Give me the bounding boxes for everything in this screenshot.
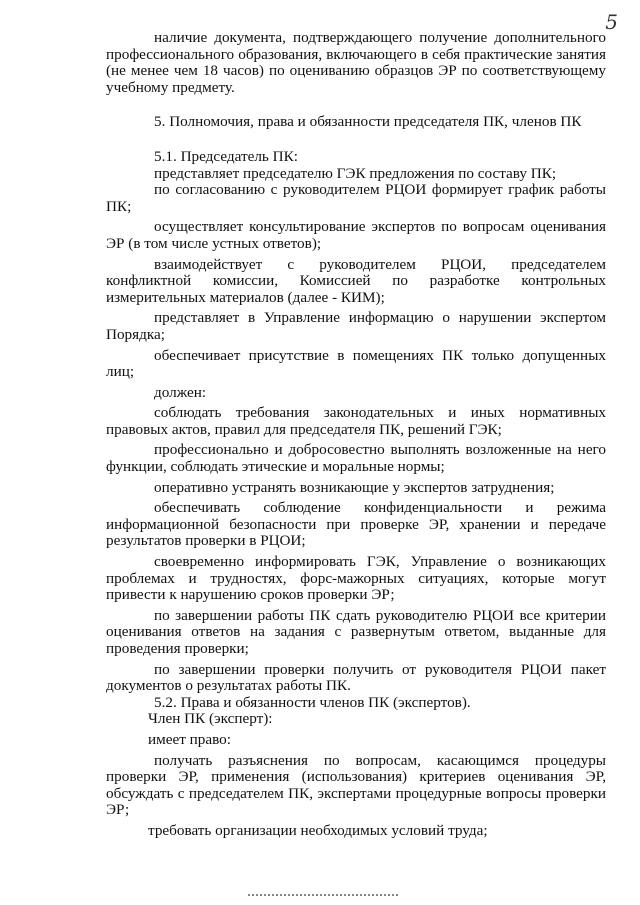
paragraph: обеспечивает присутствие в помещениях ПК только допущенных лиц;	[106, 346, 606, 381]
subsection-heading: 5.2. Права и обязанности членов ПК (экспертов).	[154, 693, 471, 711]
paragraph: взаимодействует с руководителем РЦОИ, председателем конфликтной комиссии, Комиссией по разработке контрольных измерительных материалов (далее - КИМ);	[106, 255, 606, 306]
section-heading: 5. Полномочия, права и обязанности председателя ПК, членов ПК	[154, 113, 582, 131]
paragraph: по завершении работы ПК сдать руководителю РЦОИ все критерии оценивания ответов на задания с развернутым ответом, выданные для проведения проверки;	[106, 606, 606, 657]
paragraph: осуществляет консультирование экспертов по вопросам оценивания ЭР (в том числе устных ответов);	[106, 218, 606, 252]
paragraph: по согласованию с руководителем РЦОИ формирует график работы ПК;	[106, 181, 606, 215]
paragraph: по завершении проверки получить от руководителя РЦОИ пакет документов о результатах работы ПК.	[106, 660, 606, 695]
paragraph: наличие документа, подтверждающего получение дополнительного профессионального образования, включающего в себя практические занятия (не менее чем 18 часов) по оцениванию образцов ЭР по соответствующему учебному предмету.	[106, 29, 606, 96]
paragraph: получать разъяснения по вопросам, касающимся процедуры проверки ЭР, применения (использования) критериев оценивания ЭР, обсуждать с председателем ПК, экспертами процедурные вопросы проверки ЭР;	[106, 751, 606, 819]
subsection-heading: 5.1. Председатель ПК:	[154, 147, 298, 165]
paragraph: обеспечивать соблюдение конфиденциальности и режима информационной безопасности при проверке ЭР, хранении и передаче результатов проверки в РЦОИ;	[106, 499, 606, 550]
paragraph: Член ПК (эксперт):	[148, 710, 273, 728]
paragraph: профессионально и добросовестно выполнять возложенные на него функции, соблюдать этические и моральные нормы;	[106, 441, 606, 476]
page-number: 5	[605, 10, 618, 34]
paragraph: оперативно устранять возникающие у экспертов затруднения;	[154, 478, 555, 496]
paragraph: представляет председателю ГЭК предложения по составу ПК;	[154, 164, 557, 182]
paragraph: требовать организации необходимых условий труда;	[148, 821, 488, 839]
scan-artifact-divider	[248, 894, 398, 902]
paragraph: имеет право:	[148, 730, 231, 748]
paragraph: представляет в Управление информацию о нарушении экспертом Порядка;	[106, 309, 606, 343]
paragraph: своевременно информировать ГЭК, Управление о возникающих проблемах и трудностях, форс-мажорных ситуациях, которые могут привести к нарушению сроков проверки ЭР;	[106, 553, 606, 604]
paragraph: должен:	[154, 383, 207, 401]
paragraph: соблюдать требования законодательных и иных нормативных правовых актов, правил для председателя ПК, решений ГЭК;	[106, 404, 606, 438]
document-body	[106, 30, 606, 840]
